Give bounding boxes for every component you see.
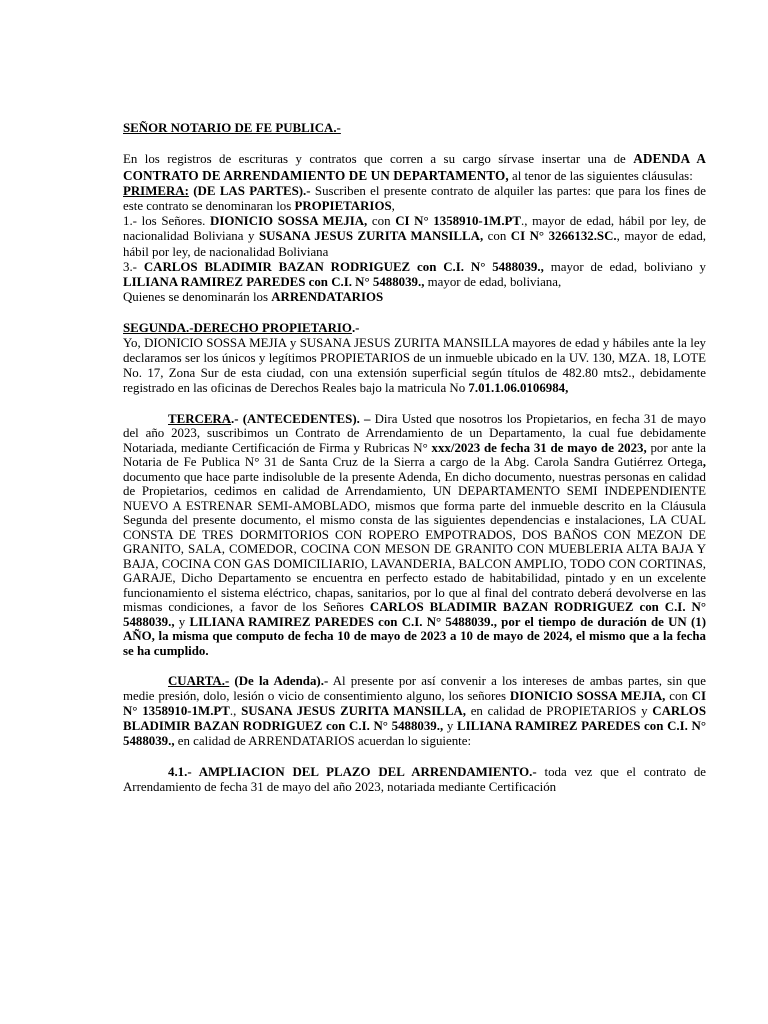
clause-tercera-heading: TERCERA [168, 411, 232, 426]
clause-segunda-heading: SEGUNDA.-DERECHO PROPIETARIO.- [123, 320, 360, 335]
document-body [123, 121, 706, 795]
clause-cuarta-heading: CUARTA.- [168, 673, 230, 688]
clause-cuarta-1: 4.1.- AMPLIACION DEL PLAZO DEL ARRENDAMIENTO.- toda vez que el contrato de Arrendamiento de fecha 31 de mayo del año 2023, notariada mediante Certificación [123, 764, 707, 794]
clause-cuarta: CUARTA.- (De la Adenda).- Al presente por así convenir a los intereses de ambas partes, sin que medie presión, dolo, lesión o vicio de consentimiento alguno, los señores DIONICIO SOSSA MEJIA, con CI N° 1358910-1M.PT., SUSANA JESUS ZURITA MANSILLA, en calidad de PROPIETARIOS y CARLOS BLADIMIR BAZAN RODRIGUEZ con C.I. N° 5488039., y LILIANA RAMIREZ PAREDES con C.I. N° 5488039., en calidad de ARRENDATARIOS acuerdan lo siguiente: [123, 673, 706, 749]
party-item-3: 3.- CARLOS BLADIMIR BAZAN RODRIGUEZ con C.I. N° 5488039., mayor de edad, boliviano y LILIANA RAMIREZ PAREDES con C.I. N° 5488039., mayor de edad, boliviana, [123, 259, 706, 290]
parties-closing: Quienes se denominarán los ARRENDATARIOS [123, 290, 384, 305]
party-item-1: 1.- los Señores. DIONICIO SOSSA MEJIA, con CI N° 1358910-1M.PT., mayor de edad, hábil por ley, de nacionalidad Boliviana y SUSANA JESUS ZURITA MANSILLA, con CI N° 3266132.SC., mayor de edad, hábil por ley, de nacionalidad Boliviana [123, 214, 707, 259]
document-title: SEÑOR NOTARIO DE FE PUBLICA.- [123, 121, 341, 135]
clause-segunda: Yo, DIONICIO SOSSA MEJIA y SUSANA JESUS ZURITA MANSILLA mayores de edad y hábiles ante la ley declaramos ser los únicos y legítimos PROPIETARIOS de un inmueble ubicado en la UV. 130, MZA. 18, LOTE No. 17, Zona Sur de esta ciudad, con una extensión superficial según títulos de 482.80 mts2., debidamente registrado en las oficinas de Derechos Reales bajo la matricula No 7.01.1.06.0106984, [123, 335, 706, 396]
clause-tercera: TERCERA.- (ANTECEDENTES). – Dira Usted que nosotros los Propietarios, en fecha 31 de mayo del año 2023, suscribimos un Contrato de Arrendamiento de un Departamento, la cual fue debidamente Notariada, mediante Certificación de Firma y Rubricas N° xxx/2023 de fecha 31 de mayo de 2023, por ante la Notaria de Fe Publica N° 31 de Santa Cruz de la Sierra a cargo de la Abg. Carola Sandra Gutiérrez Ortega, documento que hace parte indisoluble de la presente Adenda, En dicho documento, nuestras personas en calidad de Propietarios, cedimos en calidad de Arrendamiento, UN DEPARTAMENTO SEMI INDEPENDIENTE NUEVO A ESTRENAR SEMI-AMOBLADO, mismos que forma parte del inmueble descrito en la Cláusula Segunda del presente documento, el mismo consta de las siguientes dependencias e instalaciones, LA CUAL CONSTA DE TRES DORMITORIOS CON ROPERO EMPOTRADOS, DOS BAÑOS CON MEZON DE GRANITO, SALA, COMEDOR, COCINA CON MESON DE GRANITO CON MUEBLERIA ALTA BAJA Y BAJA, COCINA CON GAS DOMICILIARIO, LAVANDERIA, BALCON AMPLIO, TODO CON CORTINAS, GARAJE, Dicho Departamento se encuentra en perfecto estado de habitabilidad, pintado y en un excelente funcionamiento el sistema eléctrico, chapas, sanitarios, por lo que al final del contrato deberá devolverse en las mismas condiciones, a favor de los Señores CARLOS BLADIMIR BAZAN RODRIGUEZ con C.I. N° 5488039., y LILIANA RAMIREZ PAREDES con C.I. N° 5488039., por el tiempo de duración de UN (1) AÑO, la misma que computo de fecha 10 de mayo de 2023 a 10 de mayo de 2024, el mismo que a la fecha se ha cumplido. [123, 411, 707, 658]
clause-primera-heading: PRIMERA: [123, 183, 189, 198]
clause-primera: PRIMERA: (DE LAS PARTES).- Suscriben el presente contrato de alquiler las partes: que para los fines de este contrato se denominaran los PROPIETARIOS, [123, 183, 706, 213]
intro-paragraph: En los registros de escrituras y contratos que corren a su cargo sírvase insertar una de ADENDA A CONTRATO DE ARRENDAMIENTO DE UN DEPARTAMENTO, al tenor de las siguientes cláusulas: [123, 151, 706, 183]
